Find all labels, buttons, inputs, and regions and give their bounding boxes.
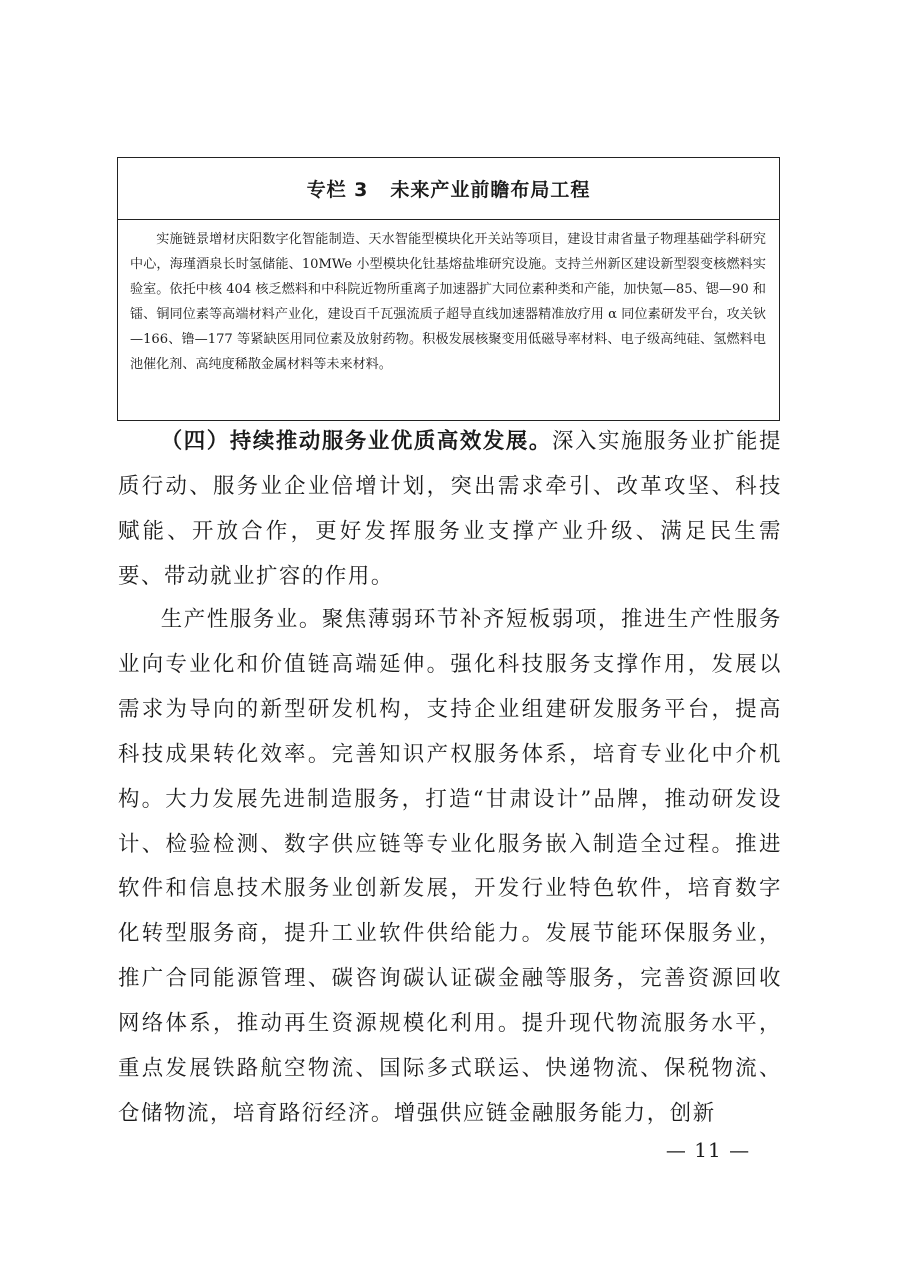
page-number: — 11 —: [665, 1138, 751, 1162]
body-paragraph: 生产性服务业。聚焦薄弱环节补齐短板弱项，推进生产性服务业向专业化和价值链高端延伸。强化科技服务支撑作用，发展以需求为导向的新型研发机构，支持企业组建研发服务平台，提高科技成果转化效率。完善知识产权服务体系，培育专业化中介机构。大力发展先进制造服务，打造“甘肃设计”品牌，推动研发设计、检验检测、数字供应链等专业化服务嵌入制造全过程。推进软件和信息技术服务业创新发展，开发行业特色软件，培育数字化转型服务商，提升工业软件供给能力。发展节能环保服务业，推广合同能源管理、碳咨询碳认证碳金融等服务，完善资源回收网络体系，推动再生资源规模化利用。提升现代物流服务水平，重点发展铁路航空物流、国际多式联运、快递物流、保税物流、仓储物流，培育路衍经济。增强供应链金融服务能力，创新: [118, 607, 782, 1126]
section-text: 深入实施服务业扩能提质行动、服务业企业倍增计划，突出需求牵引、改革攻坚、科技赋能、开放合作，更好发挥服务业支撑产业升级、满足民生需要、带动就业扩容的作用。: [118, 429, 782, 589]
box-body: 实施链景增材庆阳数字化智能制造、天水智能型模块化开关站等项目，建设甘肃省量子物理基础学科研究中心，海瑾酒泉长时氢储能、10MWe 小型模块化钍基熔盐堆研究设施。支持兰州新区建设新型裂变核燃料实验室。依托中核 404 核乏燃料和中科院近物所重离子加速器扩大同位素种类和产能，加快氪—85、锶—90 和镭、铜同位素等高端材料产业化，建设百千瓦强流质子超导直线加速器精准放疗用 α 同位素研发平台，攻关钬—166、镥—177 等紧缺医用同位素及放射药物。积极发展核聚变用低磁导率材料、电子级高纯硅、氢燃料电池催化剂、高纯度稀散金属材料等未来材料。: [130, 232, 766, 372]
section-heading: （四）持续推动服务业优质高效发展。: [160, 429, 552, 454]
sidebar-box: [117, 157, 780, 421]
box-title: [118, 158, 779, 220]
box-title-text: 未来产业前瞻布局工程: [390, 179, 591, 201]
box-title-number: 专栏 3: [306, 179, 369, 201]
section-paragraph: [118, 420, 782, 600]
